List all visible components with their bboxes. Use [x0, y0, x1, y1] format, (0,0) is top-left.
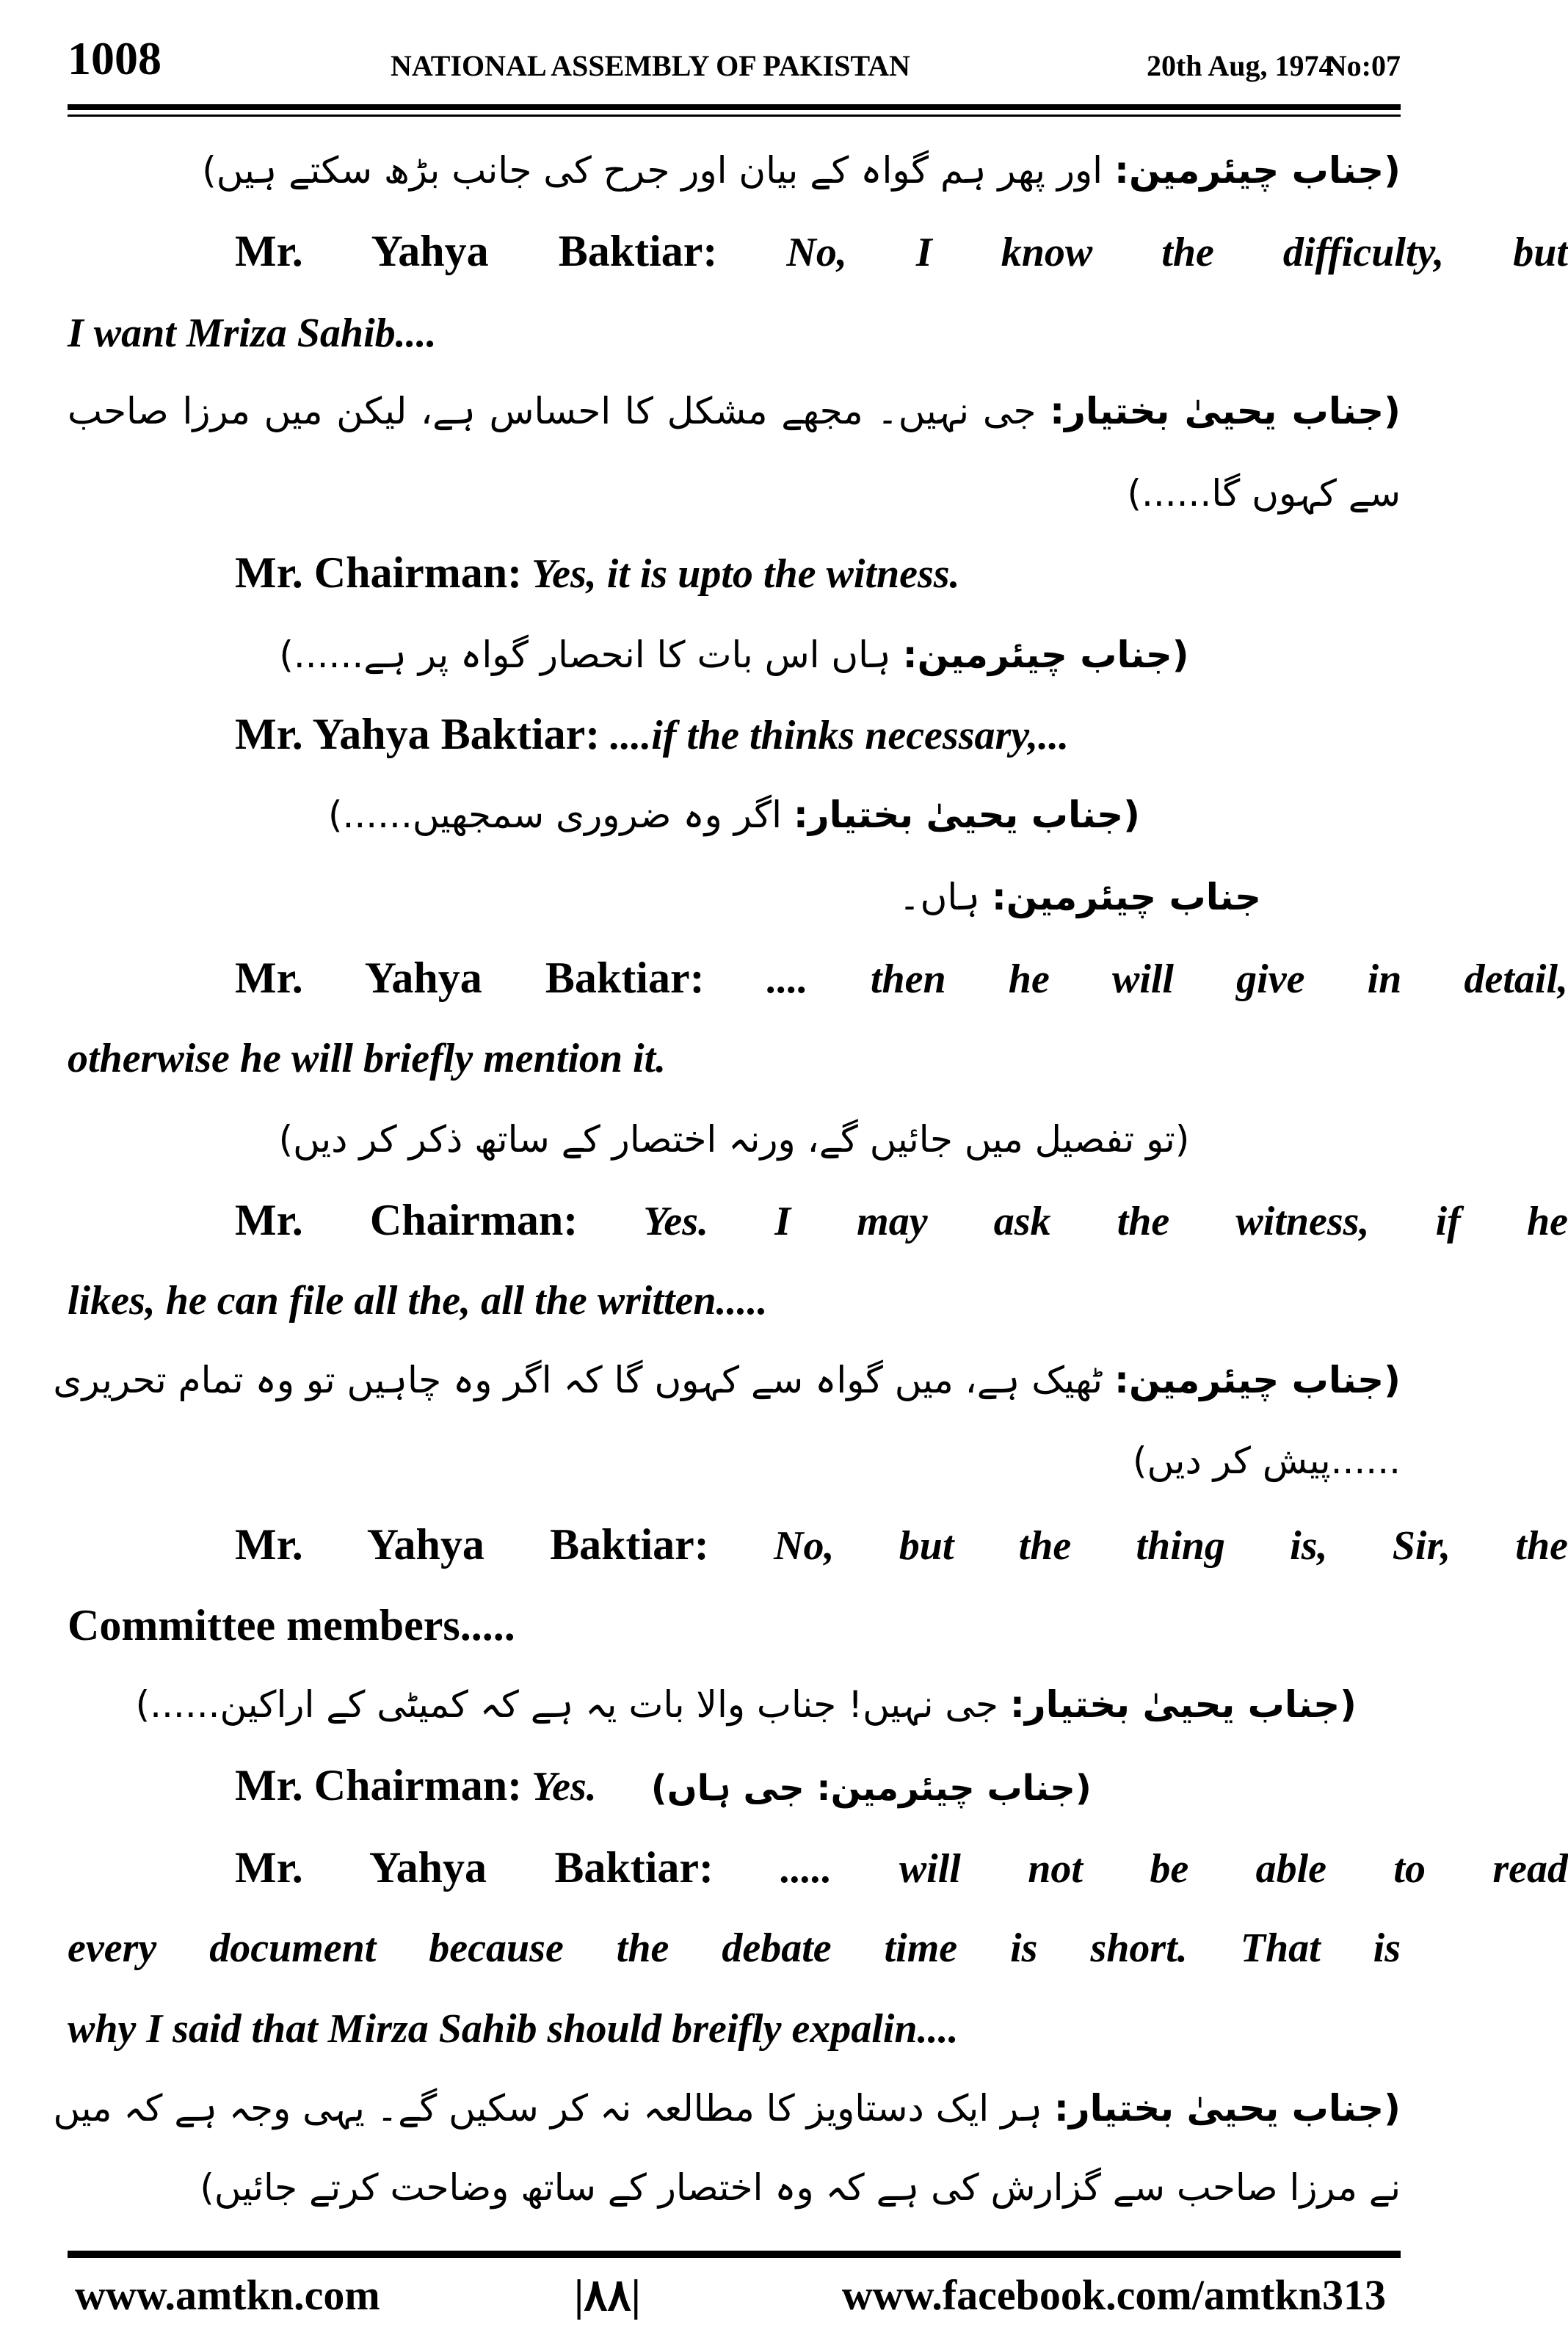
urdu-speaker: (جناب یحییٰ بختیار:: [1050, 390, 1401, 432]
english-speaker: Mr. Yahya Baktiar:: [235, 1843, 714, 1892]
header-rule-thick: [68, 104, 1401, 110]
english-speaker: Mr. Yahya Baktiar:: [235, 227, 718, 275]
english-line: [68, 1514, 1568, 1577]
english-speaker: Mr. Chairman:: [235, 1761, 523, 1809]
english-text: every document because the debate time is short. That is: [68, 1925, 1401, 1971]
urdu-text: ٹھیک ہے، میں گواہ سے کہوں گا کہ اگر وہ چاہیں تو وہ تمام تحریری: [53, 1359, 1103, 1401]
english-line: [68, 302, 1401, 364]
english-text: Committee members.....: [68, 1601, 515, 1649]
english-line: [68, 542, 1568, 605]
english-text: Yes, it is upto the witness.: [531, 551, 960, 597]
urdu-inline-text: (جناب چیئرمین: جی ہاں): [650, 1768, 1092, 1809]
english-speaker: Mr. Yahya Baktiar:: [235, 954, 705, 1002]
urdu-line: [68, 784, 1401, 846]
urdu-speaker: (جناب یحییٰ بختیار:: [1009, 1683, 1357, 1726]
english-speaker: Mr. Yahya Baktiar:: [235, 710, 600, 758]
urdu-text: (تو تفصیل میں جائیں گے، ورنہ اختصار کے ساتھ ذکر کر دیں): [278, 1118, 1190, 1161]
english-text: Yes.: [531, 1764, 597, 1809]
urdu-line: [68, 462, 1401, 524]
english-text: I want Mriza Sahib....: [68, 311, 437, 356]
urdu-text: اگر وہ ضروری سمجھیں......): [327, 794, 782, 836]
urdu-line: [68, 1674, 1401, 1735]
urdu-line: [53, 1349, 1401, 1411]
urdu-speaker: (جناب چیئرمین:: [902, 633, 1189, 676]
header-number: No:07: [1325, 49, 1401, 82]
urdu-page-number: |۸۸|: [574, 2271, 641, 2320]
english-text: No, I know the difficulty, but: [786, 230, 1568, 275]
urdu-line: [68, 866, 1401, 928]
urdu-line: [68, 1430, 1401, 1492]
urdu-text: اور پھر ہم گواہ کے بیان اور جرح کی جانب بڑھ سکتے ہیں): [202, 149, 1103, 192]
urdu-speaker: (جناب یحییٰ بختیار:: [793, 794, 1141, 836]
english-line: [68, 220, 1568, 283]
urdu-line: [53, 2077, 1401, 2139]
urdu-text: نے مرزا صاحب سے گزارش کی ہے کہ وہ اختصار کے ساتھ وضاحت کرتے جائیں): [200, 2166, 1401, 2209]
header-rule-thin: [68, 115, 1401, 117]
urdu-line: [68, 624, 1401, 686]
english-speaker: Mr. Yahya Baktiar:: [235, 1520, 709, 1569]
urdu-text: جی نہیں۔ مجھے مشکل کا احساس ہے، لیکن میں مرزا صاحب: [68, 390, 1037, 432]
english-speaker: Mr. Chairman:: [235, 1196, 578, 1244]
english-line: [68, 1594, 1401, 1658]
english-line: [68, 703, 1568, 766]
english-line: [68, 1028, 1401, 1089]
urdu-line: [68, 139, 1401, 201]
urdu-speaker: (جناب چیئرمین:: [1114, 149, 1401, 192]
english-text: .... then he will give in detail,: [766, 956, 1568, 1002]
urdu-line: [68, 2157, 1401, 2218]
english-text: otherwise he will briefly mention it.: [68, 1036, 667, 1081]
urdu-text: ہر ایک دستاویز کا مطالعہ نہ کر سکیں گے۔ یہی وجہ ہے کہ میں: [53, 2087, 1042, 2130]
english-text: No, but the thing is, Sir, the: [774, 1523, 1568, 1569]
page-footer: [68, 2262, 1401, 2328]
english-line: [68, 1998, 1401, 2060]
urdu-text: ......پیش کر دیں): [1132, 1439, 1401, 1482]
english-text: why I said that Mirza Sahib should breifly expalin....: [68, 2006, 959, 2052]
urdu-speaker: (جناب چیئرمین:: [1114, 1359, 1401, 1401]
english-text: ....if the thinks necessary,...: [610, 713, 1070, 758]
english-speaker: Mr. Chairman:: [235, 548, 523, 597]
urdu-speaker: جناب چیئرمین:: [991, 876, 1261, 918]
urdu-line: [68, 1108, 1401, 1170]
urdu-text: سے کہوں گا......): [1127, 472, 1401, 515]
header-date: 20th Aug, 1974: [1147, 49, 1334, 82]
english-text: likes, he can file all the, all the written.....: [68, 1278, 768, 1324]
urdu-text: ہاں اس بات کا انحصار گواہ پر ہے......): [279, 633, 891, 676]
english-text: ..... will not be able to read: [780, 1846, 1568, 1892]
urdu-line: [68, 380, 1401, 442]
english-line: [68, 1189, 1568, 1252]
facebook-link[interactable]: www.facebook.com/amtkn313: [841, 2271, 1386, 2319]
english-line: [68, 1754, 1568, 1819]
english-line: [68, 947, 1568, 1010]
website-link[interactable]: www.amtkn.com: [75, 2271, 380, 2319]
page-number: 1008: [68, 32, 161, 84]
english-line: [68, 1270, 1401, 1332]
footer-rule: [68, 2251, 1401, 2258]
english-text: Yes. I may ask the witness, if he: [643, 1199, 1568, 1244]
urdu-text: جی نہیں! جناب والا بات یہ ہے کہ کمیٹی کے اراکین......): [135, 1683, 998, 1726]
english-line: [68, 1917, 1401, 1979]
page-header: [68, 22, 1401, 103]
urdu-speaker: (جناب یحییٰ بختیار:: [1053, 2087, 1401, 2130]
english-line: [68, 1837, 1568, 1900]
header-title: NATIONAL ASSEMBLY OF PAKISTAN: [391, 49, 910, 82]
urdu-text: ہاں۔: [899, 876, 980, 918]
